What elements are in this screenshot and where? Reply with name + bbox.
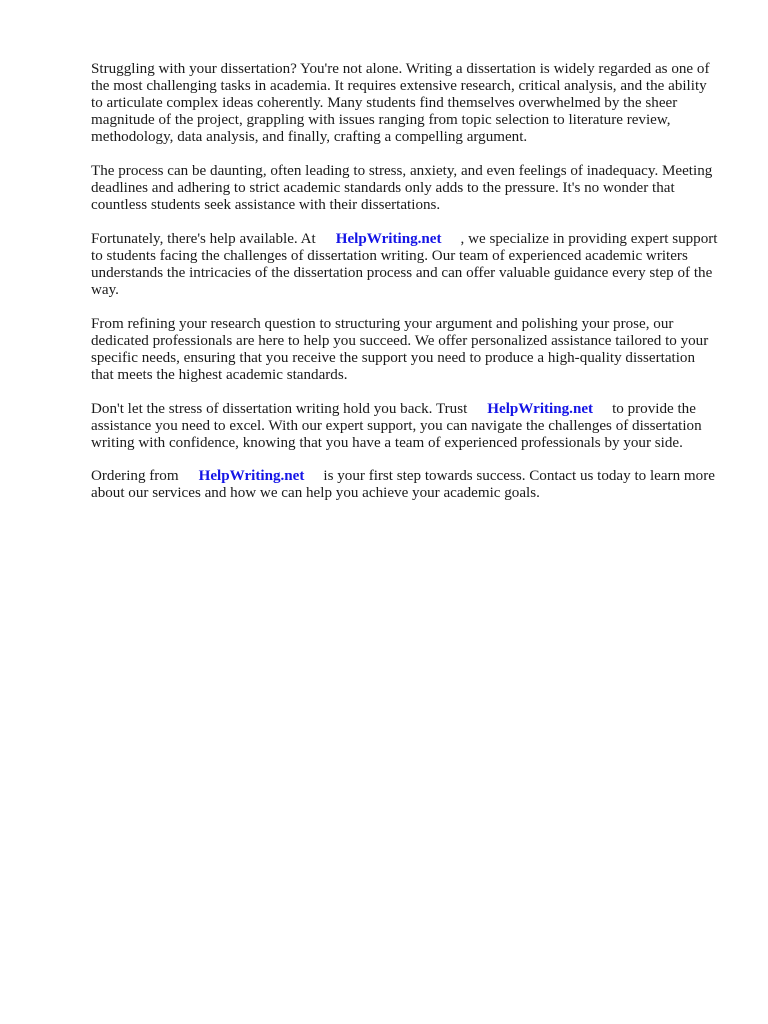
paragraph-text: Don't let the stress of dissertation writing hold you back. Trust bbox=[91, 400, 468, 417]
paragraph-text: Ordering from bbox=[91, 468, 179, 485]
helpwriting-link[interactable]: HelpWriting.net bbox=[335, 230, 442, 247]
paragraph-text: to provide the assistance you need to excel. With our expert support, you can navigate the challenges of dissertation writing with confidence, knowing that you have a team of experienced professionals by your side. bbox=[91, 400, 702, 451]
paragraph-services: From refining your research question to structuring your argument and polishing your prose, our dedicated professionals are here to help you succeed. We offer personalized assistance tailored to your specific needs, ensuring that you receive the support you need to produce a high-quality dissertation that meets the highest academic standards. bbox=[91, 315, 709, 383]
document-body bbox=[91, 61, 721, 519]
paragraph-ordering bbox=[91, 468, 721, 502]
helpwriting-link[interactable]: HelpWriting.net bbox=[198, 468, 305, 485]
paragraph-text: , we specialize in providing expert support to students facing the challenges of dissertation writing. Our team of experienced academic writers understands the intricacies of the dissertation process and can offer valuable guidance every step of the way. bbox=[91, 230, 718, 299]
paragraph-help-available bbox=[91, 231, 721, 299]
paragraph-intro: Struggling with your dissertation? You're not alone. Writing a dissertation is widely regarded as one of the most challenging tasks in academia. It requires extensive research, critical analysis, and the ability to articulate complex ideas coherently. Many students find themselves overwhelmed by the sheer magnitude of the project, grappling with issues ranging from topic selection to literature review, methodology, data analysis, and finally, crafting a compelling argument. bbox=[91, 61, 710, 146]
paragraph-text: Fortunately, there's help available. At bbox=[91, 230, 316, 247]
paragraph-process: The process can be daunting, often leading to stress, anxiety, and even feelings of inadequacy. Meeting deadlines and adhering to strict academic standards only adds to the pressure. It's no wonder that countless students seek assistance with their dissertations. bbox=[91, 162, 713, 214]
paragraph-trust bbox=[91, 401, 721, 452]
paragraph-text: is your first step towards success. Contact us today to learn more about our services and how we can help you achieve your academic goals. bbox=[91, 468, 715, 502]
helpwriting-link[interactable]: HelpWriting.net bbox=[487, 400, 594, 417]
